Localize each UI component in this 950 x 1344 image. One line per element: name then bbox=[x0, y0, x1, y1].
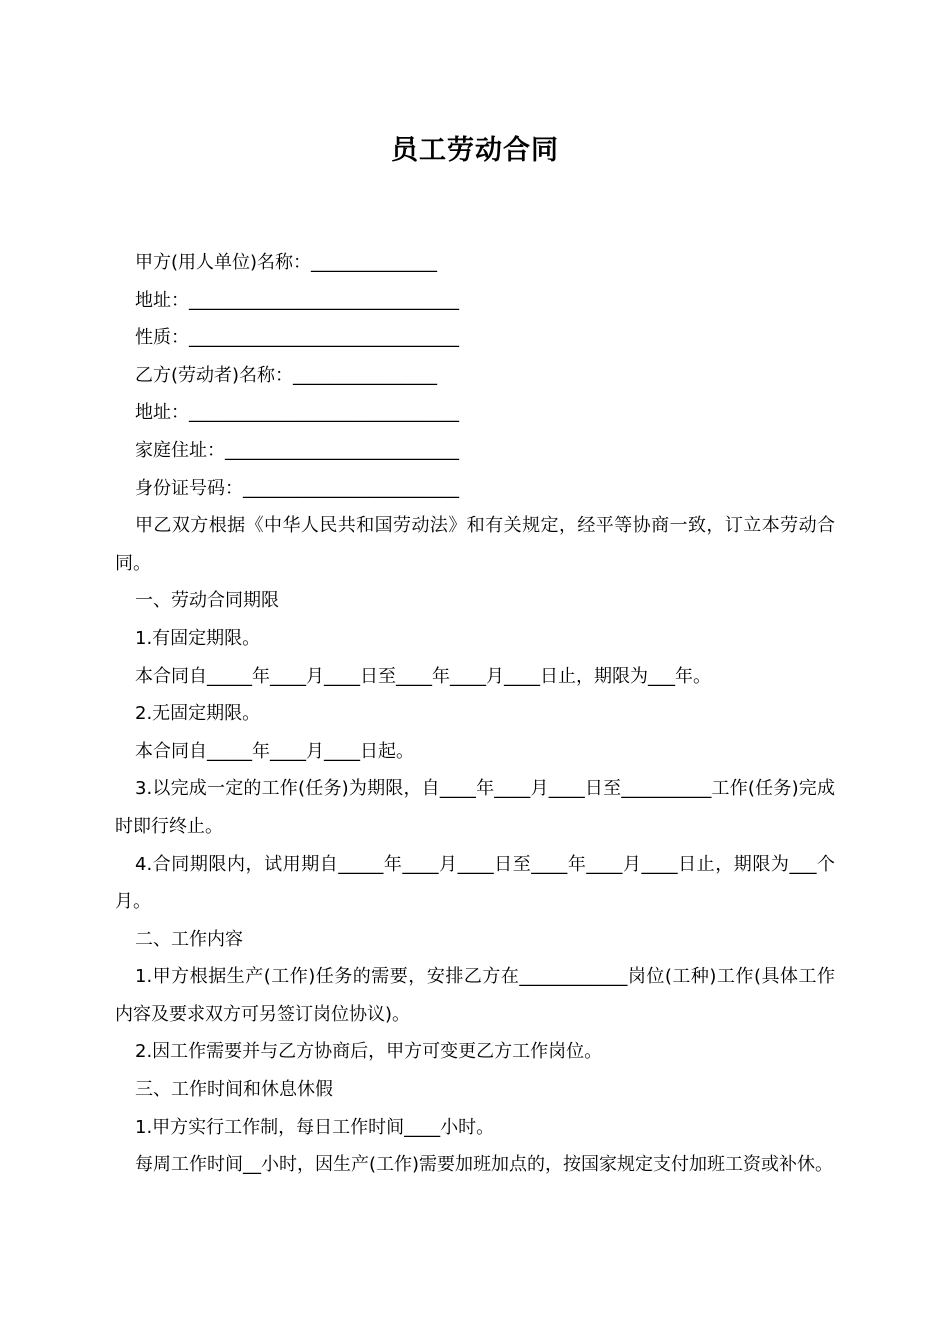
daily-hours-paragraph: 1.甲方实行工作制，每日工作时间____小时。 bbox=[135, 1116, 495, 1138]
party-a-address-line: 地址：______________________________ bbox=[135, 289, 459, 311]
work-assignment-paragraph: 1.甲方根据生产(工作)任务的需要，安排乙方在____________岗位(工种)工作(具体工作内容及要求双方可另签订岗位协议)。 bbox=[115, 966, 835, 1025]
party-b-address-line: 地址：______________________________ bbox=[135, 402, 459, 424]
term-open-heading: 2.无固定期限。 bbox=[135, 703, 261, 725]
term-task-paragraph: 3.以完成一定的工作(任务)为期限，自____年____月____日至__________工作(任务)完成时即行终止。 bbox=[115, 778, 835, 837]
party-b-name-line: 乙方(劳动者)名称：________________ bbox=[135, 364, 438, 386]
section-heading-term: 一、劳动合同期限 bbox=[135, 590, 279, 612]
preamble-paragraph: 甲乙双方根据《中华人民共和国劳动法》和有关规定，经平等协商一致，订立本劳动合同。 bbox=[115, 515, 835, 574]
probation-paragraph: 4.合同期限内，试用期自_____年____月____日至____年____月____日止，期限为___个月。 bbox=[115, 853, 835, 913]
party-a-nature-line: 性质：______________________________ bbox=[135, 327, 459, 349]
document-body bbox=[115, 244, 835, 1184]
term-fixed-paragraph: 本合同自_____年____月____日至____年____月____日止，期限为___年。 bbox=[135, 665, 711, 687]
term-open-paragraph: 本合同自_____年____月____日起。 bbox=[135, 740, 414, 762]
work-change-paragraph: 2.因工作需要并与乙方协商后，甲方可变更乙方工作岗位。 bbox=[135, 1041, 603, 1063]
party-b-home-address-line: 家庭住址：__________________________ bbox=[135, 439, 459, 461]
section-heading-hours: 三、工作时间和休息休假 bbox=[135, 1079, 333, 1101]
party-b-id-number-line: 身份证号码：________________________ bbox=[135, 477, 459, 499]
weekly-hours-paragraph: 每周工作时间__小时，因生产(工作)需要加班加点的，按国家规定支付加班工资或补休。 bbox=[135, 1154, 834, 1176]
document-title: 员工劳动合同 bbox=[391, 135, 559, 166]
term-fixed-heading: 1.有固定期限。 bbox=[135, 627, 261, 649]
section-heading-work-content: 二、工作内容 bbox=[135, 928, 243, 950]
party-a-name-line: 甲方(用人单位)名称：______________ bbox=[135, 252, 438, 273]
